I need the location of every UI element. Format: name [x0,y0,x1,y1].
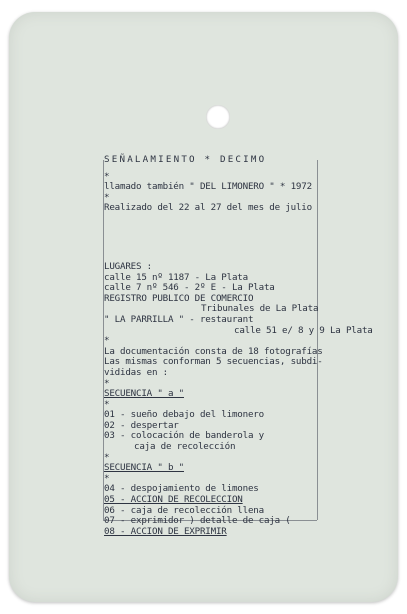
place-item: calle 15 nº 1187 - La Plata [104,271,248,283]
sequence-b-heading: SECUENCIA " b " [104,462,184,474]
star-line: * [104,335,110,347]
place-item: calle 7 nº 546 - 2º E - La Plata [104,282,275,294]
sequence-item: 04 - despojamiento de limones [104,483,259,495]
star-line: * [104,451,110,463]
subtitle: llamado también " DEL LIMONERO " * 1972 [104,181,312,193]
sequence-a-heading: SECUENCIA " a " [104,388,184,400]
star-line: * [104,472,110,484]
sequence-item: 07 - exprimidor ) detalle de caja ( [104,515,291,527]
sequence-item: 01 - sueño debajo del limonero [104,409,264,421]
star-line: * [104,170,110,182]
document-title: SEÑALAMIENTO * DECIMO [104,154,267,165]
typed-text-block [104,154,373,537]
sequence-item-continued: caja de recolección [134,441,236,453]
doc-note: La documentación consta de 18 fotografías [104,345,323,357]
sequence-item: 06 - caja de recolección llena [104,504,264,516]
star-line: * [104,191,110,203]
star-line: * [104,377,110,389]
punch-hole [206,105,230,129]
dates-line: Realizado del 22 al 27 del mes de julio [104,202,312,214]
place-item-detail: Tribunales de La Plata [201,303,319,315]
doc-note: vididas en : [104,366,168,378]
sequence-item: 03 - colocación de banderola y [104,430,264,442]
star-line: * [104,398,110,410]
place-item: REGISTRO PUBLICO DE COMERCIO [104,292,254,304]
sequence-item: 08 - ACCION DE EXPRIMIR [104,525,227,537]
doc-note: Las mismas conforman 5 secuencias, subdi- [104,356,323,368]
sequence-item: 05 - ACCION DE RECOLECCION [104,494,243,506]
place-item: " LA PARRILLA " - restaurant [104,313,254,325]
place-item-detail: calle 51 e/ 8 y 9 La Plata [234,324,373,336]
sequence-item: 02 - despertar [104,419,179,431]
places-heading: LUGARES : [104,260,152,272]
